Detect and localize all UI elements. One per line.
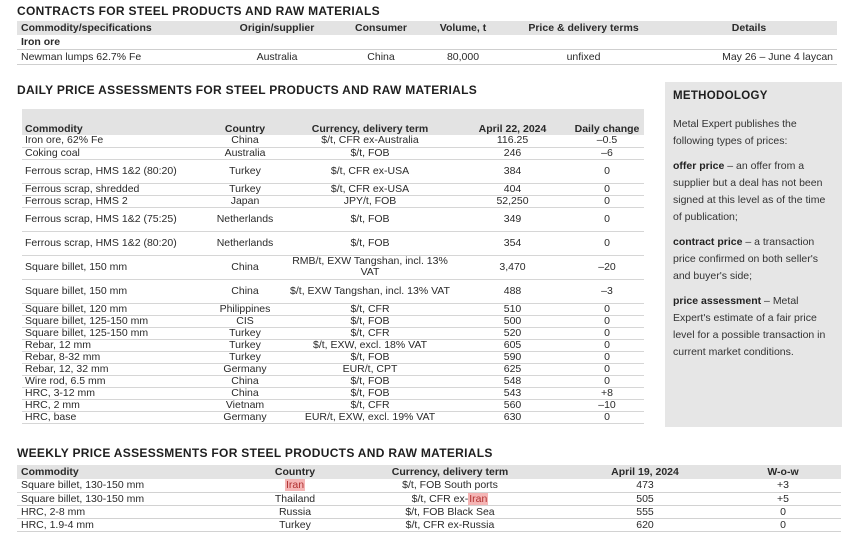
cell-commodity: Square billet, 150 mm [22,255,205,279]
table-row [22,315,644,327]
header-commodity: Commodity [17,465,255,479]
header-country: Country [205,109,285,135]
cell-country [255,479,335,492]
cell-currency-term: $/t, CFR [285,327,455,339]
cell-currency-term [335,479,565,492]
cell-commodity: Square billet, 125-150 mm [22,327,205,339]
header-date: April 19, 2024 [565,465,725,479]
term-price-assessment: price assessment [673,295,762,307]
cell-change: 0 [570,411,644,423]
term-contract-price: contract price [673,236,743,248]
term-offer-price: offer price [673,160,725,172]
cell-commodity: Square billet, 150 mm [22,279,205,303]
contracts-group-row [17,35,837,50]
cell-currency-term: $/t, CFR [285,303,455,315]
cell-currency-term: $/t, CFR ex-Australia [285,135,455,147]
cell-currency-term: JPY/t, FOB [285,195,455,207]
country-text: Thailand [274,492,316,505]
contracts-table [17,21,837,65]
cell-country: China [205,279,285,303]
cell-commodity: Rebar, 8-32 mm [22,351,205,363]
cell-change: 0 [570,363,644,375]
country-text: Russia [278,505,312,518]
cell-country: Japan [205,195,285,207]
cell-country: Netherlands [205,207,285,231]
cell-country: CIS [205,315,285,327]
cell-country: Turkey [205,339,285,351]
cell-price: 560 [455,399,570,411]
cell-change: +8 [570,387,644,399]
cell-change: –20 [570,255,644,279]
cell-currency-term: $/t, CFR [285,399,455,411]
cell-country [255,505,335,518]
table-row [22,279,644,303]
cell-commodity: HRC, 3-12 mm [22,387,205,399]
cell-price: 246 [455,147,570,159]
cell-details: May 26 – June 4 laycan [661,50,837,65]
cell-currency-term: $/t, FOB [285,147,455,159]
table-row [22,387,644,399]
header-commodity: Commodity [22,109,205,135]
cell-country [255,492,335,505]
cell-change: 0 [570,303,644,315]
cell-country: China [205,255,285,279]
cell-volume: 80,000 [420,50,506,65]
cell-change: 0 [570,327,644,339]
table-row [22,183,644,195]
cell-commodity: Ferrous scrap, shredded [22,183,205,195]
weekly-table [17,465,841,532]
table-row [22,159,644,183]
cell-commodity: HRC, 2-8 mm [17,505,255,518]
cell-commodity: Ferrous scrap, HMS 1&2 (80:20) [22,231,205,255]
methodology-title: METHODOLOGY [673,90,768,102]
term-text: $/t, FOB Black Sea [405,505,495,518]
cell-change: –0.5 [570,135,644,147]
cell-price: 630 [455,411,570,423]
cell-price: 510 [455,303,570,315]
cell-currency-term: $/t, FOB [285,387,455,399]
table-row [22,339,644,351]
desc-contract-price: – a transaction price confirmed on both seller's and buyer's side; [673,236,818,282]
cell-price: 354 [455,231,570,255]
cell-country: China [205,387,285,399]
desc-price-assessment: – Metal Expert's estimate of a fair price level for a possible transaction in current market conditions. [673,295,826,358]
cell-country: China [205,375,285,387]
table-row [22,351,644,363]
cell-price-terms: unfixed [506,50,661,65]
table-row [22,195,644,207]
cell-country: Netherlands [205,231,285,255]
methodology-contract [673,234,834,285]
cell-change: +3 [725,479,841,492]
cell-country: Germany [205,411,285,423]
cell-commodity: Square billet, 120 mm [22,303,205,315]
header-consumer: Consumer [342,21,420,35]
term-text: $/t, CFR ex- [411,492,469,505]
daily-body [22,135,644,423]
table-row [22,303,644,315]
weekly-title: WEEKLY PRICE ASSESSMENTS FOR STEEL PRODUCTS AND RAW MATERIALS [17,446,493,460]
table-row [22,207,644,231]
table-row [22,375,644,387]
cell-country: China [205,135,285,147]
cell-commodity: Coking coal [22,147,205,159]
cell-price: 349 [455,207,570,231]
methodology-assessment [673,293,834,361]
cell-commodity: Iron ore, 62% Fe [22,135,205,147]
cell-currency-term [335,492,565,505]
cell-change: 0 [570,339,644,351]
cell-consumer: China [342,50,420,65]
cell-commodity: Wire rod, 6.5 mm [22,375,205,387]
term-highlight: Iran [469,492,488,505]
cell-change: 0 [570,231,644,255]
cell-commodity: Ferrous scrap, HMS 2 [22,195,205,207]
cell-currency-term: EUR/t, EXW, excl. 19% VAT [285,411,455,423]
header-volume: Volume, t [420,21,506,35]
cell-change: 0 [725,505,841,518]
cell-commodity: HRC, base [22,411,205,423]
cell-country: Turkey [205,183,285,195]
cell-commodity: Rebar, 12, 32 mm [22,363,205,375]
cell-commodity: HRC, 1.9-4 mm [17,518,255,531]
cell-change: 0 [570,375,644,387]
header-date: April 22, 2024 [455,109,570,135]
cell-price: 404 [455,183,570,195]
cell-change: –10 [570,399,644,411]
header-currency-term: Currency, delivery term [335,465,565,479]
table-row [17,505,841,518]
cell-currency-term: $/t, FOB [285,231,455,255]
daily-table [22,109,644,424]
contracts-title: CONTRACTS FOR STEEL PRODUCTS AND RAW MATERIALS [17,4,380,18]
cell-price: 52,250 [455,195,570,207]
cell-change: 0 [725,518,841,531]
cell-price: 543 [455,387,570,399]
cell-change: –6 [570,147,644,159]
cell-change: 0 [570,207,644,231]
cell-commodity: Square billet, 130-150 mm [17,492,255,505]
cell-price: 590 [455,351,570,363]
daily-header-row [22,109,644,135]
cell-currency-term: $/t, FOB [285,351,455,363]
contracts-header-row [17,21,837,35]
cell-price: 384 [455,159,570,183]
cell-commodity: Rebar, 12 mm [22,339,205,351]
cell-commodity: Ferrous scrap, HMS 1&2 (75:25) [22,207,205,231]
cell-price: 500 [455,315,570,327]
cell-price: 620 [565,518,725,531]
term-text: $/t, FOB South ports [402,479,498,492]
header-daily-change: Daily change [570,109,644,135]
table-row [22,255,644,279]
cell-country [255,518,335,531]
weekly-body [17,479,841,531]
cell-price: 605 [455,339,570,351]
methodology-intro: Metal Expert publishes the following types of prices: [673,118,797,147]
header-wow: W-o-w [725,465,841,479]
cell-price: 548 [455,375,570,387]
table-row [17,479,841,492]
cell-price: 488 [455,279,570,303]
cell-currency-term: $/t, CFR ex-USA [285,159,455,183]
cell-currency-term: $/t, EXW Tangshan, incl. 13% VAT [285,279,455,303]
cell-currency-term [335,518,565,531]
cell-change: 0 [570,183,644,195]
table-row [17,50,837,65]
desc-offer-price: – an offer from a supplier but a deal has not been signed at this level as of the time of publication; [673,160,826,223]
cell-change: 0 [570,195,644,207]
header-details: Details [661,21,837,35]
table-row [22,411,644,423]
cell-country: Vietnam [205,399,285,411]
cell-country: Australia [205,147,285,159]
table-row [22,147,644,159]
header-commodity: Commodity/specifications [17,21,212,35]
cell-country: Turkey [205,159,285,183]
table-row [22,363,644,375]
table-row [17,492,841,505]
cell-price: 520 [455,327,570,339]
country-text: Iran [285,479,305,492]
cell-currency-term: $/t, EXW, excl. 18% VAT [285,339,455,351]
methodology-offer [673,158,834,226]
cell-change: +5 [725,492,841,505]
cell-price: 555 [565,505,725,518]
cell-country: Turkey [205,351,285,363]
cell-change: 0 [570,351,644,363]
cell-price: 116.25 [455,135,570,147]
cell-country: Germany [205,363,285,375]
table-row [22,231,644,255]
weekly-header-row [17,465,841,479]
table-row [22,399,644,411]
cell-currency-term: $/t, FOB [285,315,455,327]
table-row [22,135,644,147]
cell-commodity: Square billet, 130-150 mm [17,479,255,492]
cell-country: Philippines [205,303,285,315]
methodology-panel [665,82,842,427]
cell-commodity: Newman lumps 62.7% Fe [17,50,212,65]
cell-country: Turkey [205,327,285,339]
table-row [17,518,841,531]
cell-change: –3 [570,279,644,303]
header-origin: Origin/supplier [212,21,342,35]
cell-price: 3,470 [455,255,570,279]
cell-commodity: HRC, 2 mm [22,399,205,411]
cell-commodity: Square billet, 125-150 mm [22,315,205,327]
table-row [22,327,644,339]
header-currency-term: Currency, delivery term [285,109,455,135]
header-country: Country [255,465,335,479]
term-text: $/t, CFR ex-Russia [405,518,495,531]
country-text: Turkey [279,518,311,531]
cell-price: 505 [565,492,725,505]
cell-commodity: Ferrous scrap, HMS 1&2 (80:20) [22,159,205,183]
cell-currency-term: RMB/t, EXW Tangshan, incl. 13% VAT [285,255,455,279]
cell-currency-term: $/t, CFR ex-USA [285,183,455,195]
cell-currency-term: $/t, FOB [285,207,455,231]
header-price-terms: Price & delivery terms [506,21,661,35]
cell-currency-term [335,505,565,518]
cell-currency-term: EUR/t, CPT [285,363,455,375]
cell-currency-term: $/t, FOB [285,375,455,387]
cell-origin: Australia [212,50,342,65]
cell-change: 0 [570,159,644,183]
group-label: Iron ore [17,35,837,50]
cell-price: 473 [565,479,725,492]
daily-title: DAILY PRICE ASSESSMENTS FOR STEEL PRODUCTS AND RAW MATERIALS [17,83,478,97]
cell-price: 625 [455,363,570,375]
cell-change: 0 [570,315,644,327]
